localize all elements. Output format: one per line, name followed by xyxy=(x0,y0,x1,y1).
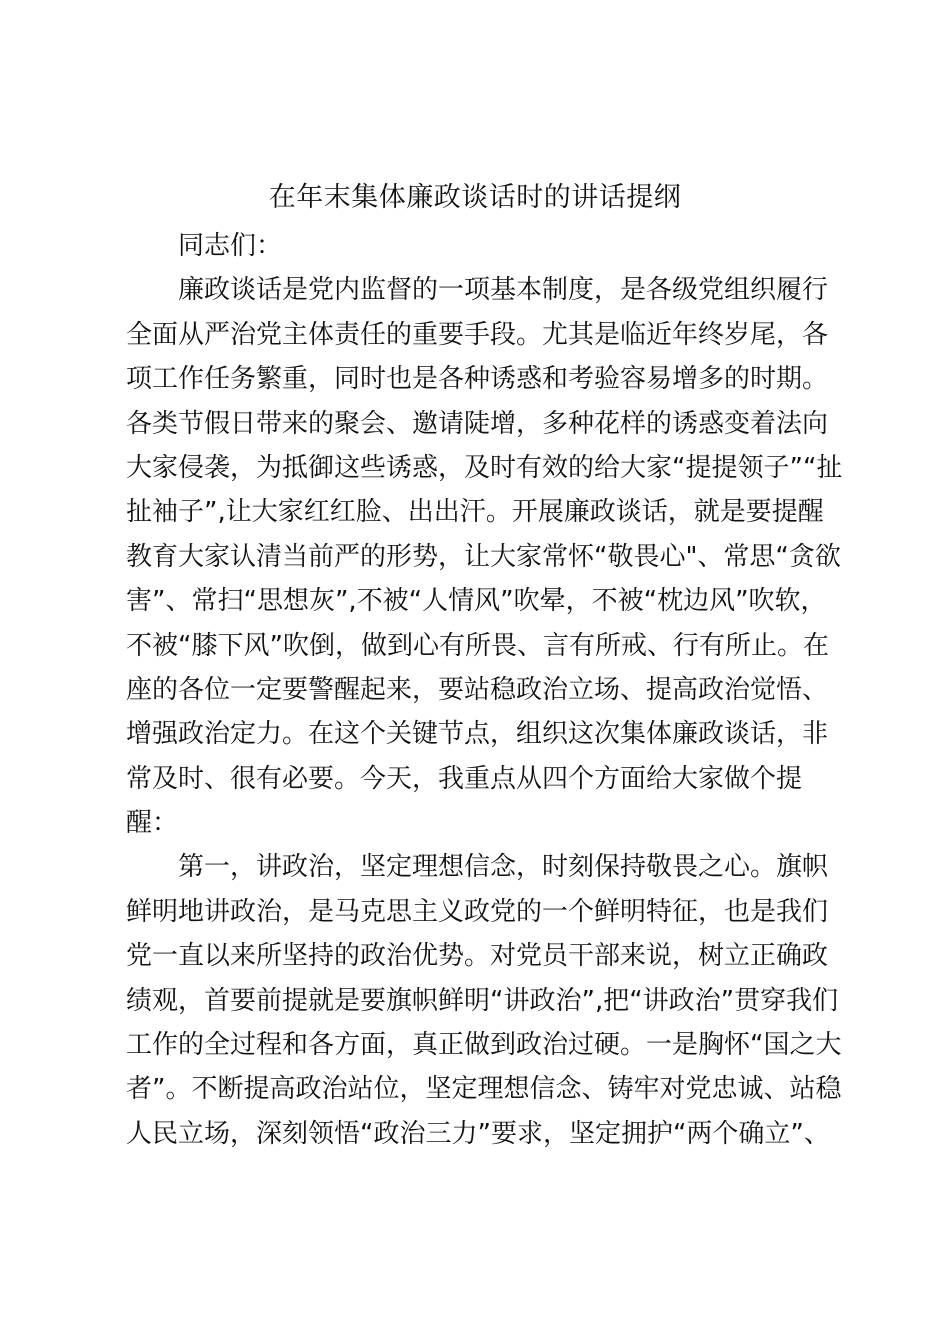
text-line: 教育大家认清当前严的形势，让大家常怀“敬畏心"、常思“贪欲 xyxy=(126,541,841,572)
text-line: 各类节假日带来的聚会、邀请陡增，多种花样的诱惑变着法向 xyxy=(126,408,829,439)
document-title: 在年末集体廉政谈话时的讲话提纲 xyxy=(268,182,682,213)
text-line: 项工作任务繁重，同时也是各种诱惑和考验容易增多的时期。 xyxy=(126,364,829,395)
text-line: 第一，讲政治，坚定理想信念，时刻保持敬畏之心。旗帜 xyxy=(126,852,829,883)
text-line: 党一直以来所坚持的政治优势。对党员干部来说，树立正确政 xyxy=(126,941,829,972)
text-line: 全面从严治党主体责任的重要手段。尤其是临近年终岁尾，各 xyxy=(126,319,829,350)
text-line: 常及时、很有必要。今天，我重点从四个方面给大家做个提 xyxy=(126,763,803,794)
text-line: 害”、常扫“思想灰”,不被“人情风”吹晕，不被“枕边风”吹软， xyxy=(126,586,827,617)
document-body xyxy=(126,224,843,1156)
text-line: 增强政治定力。在这个关键节点，组织这次集体廉政谈话，非 xyxy=(126,719,829,750)
text-line: 扯袖子”,让大家红红脸、出出汗。开展廉政谈话，就是要提醒 xyxy=(126,497,824,528)
text-line: 绩观，首要前提就是要旗帜鲜明“讲政治”,把“讲政治”贯穿我们 xyxy=(126,985,839,1016)
text-line: 者”。不断提高政治站位，坚定理想信念、铸牢对党忠诚、站稳 xyxy=(126,1074,842,1105)
text-line: 人民立场，深刻领悟“政治三力”要求，坚定拥护“两个确立”、 xyxy=(126,1118,830,1149)
text-line: 廉政谈话是党内监督的一项基本制度，是各级党组织履行 xyxy=(126,275,829,306)
text-line: 座的各位一定要警醒起来，要站稳政治立场、提高政治觉悟、 xyxy=(126,674,829,705)
text-line: 醒： xyxy=(126,808,179,839)
text-line: 同志们： xyxy=(126,231,283,261)
text-line: 大家侵袭，为抵御这些诱惑，及时有效的给大家“提提领子”“扯 xyxy=(126,452,843,483)
text-line: 不被“膝下风”吹倒，做到心有所畏、言有所戒、行有所止。在 xyxy=(126,630,829,661)
text-line: 工作的全过程和各方面，真正做到政治过硬。一是胸怀“国之大 xyxy=(126,1030,842,1061)
text-line: 鲜明地讲政治，是马克思主义政党的一个鲜明特征，也是我们 xyxy=(126,896,829,927)
